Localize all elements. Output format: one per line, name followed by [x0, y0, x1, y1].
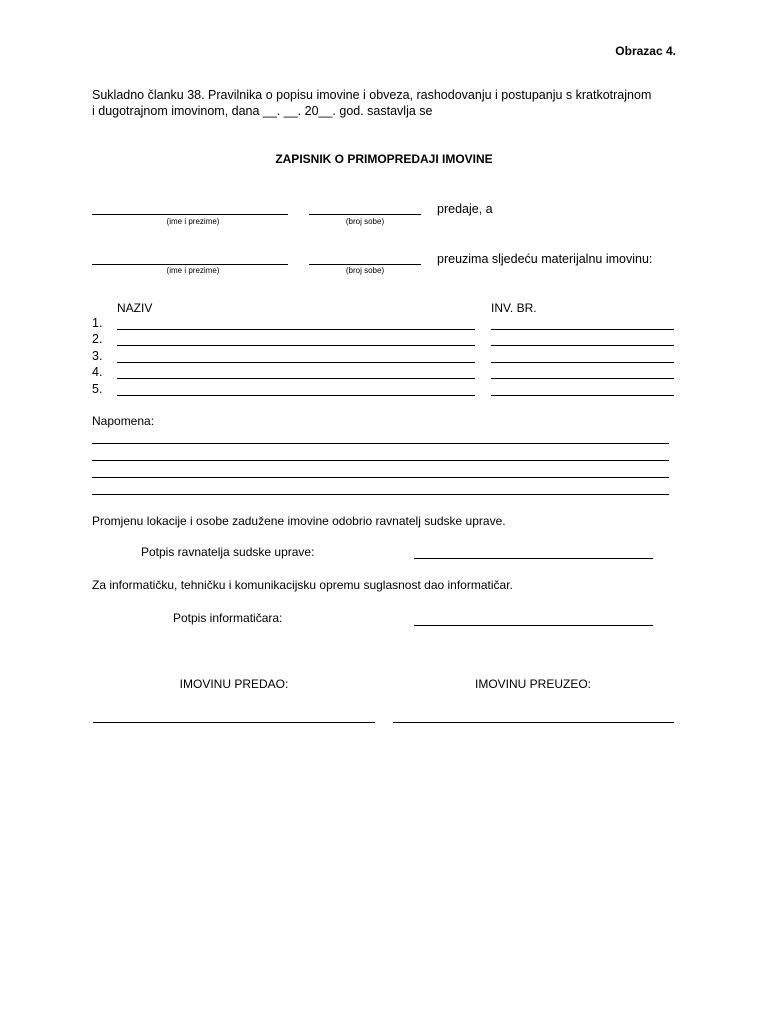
handover-room-line-2[interactable]	[309, 264, 421, 265]
it-approval-text: Za informatičku, tehničku i komunikacijsku opremu suglasnost dao informatičar.	[92, 578, 513, 592]
received-label: IMOVINU PREUZEO:	[474, 677, 591, 691]
handover-name-line-2[interactable]	[92, 264, 288, 265]
item-name-line-4[interactable]	[117, 378, 475, 379]
item-number-2: 2.	[92, 332, 103, 346]
item-number-3: 3.	[92, 349, 103, 363]
note-line-3[interactable]	[92, 477, 669, 478]
note-line-2[interactable]	[92, 460, 669, 461]
room-hint-1: (broj sobe)	[345, 217, 385, 226]
column-header-inv: INV. BR.	[491, 301, 537, 315]
handed-over-label: IMOVINU PREDAO:	[179, 677, 289, 691]
handover-name-line-1[interactable]	[92, 214, 288, 215]
item-number-4: 4.	[92, 365, 103, 379]
document-title: ZAPISNIK O PRIMOPREDAJI IMOVINE	[275, 152, 493, 166]
item-number-5: 5.	[92, 382, 103, 396]
item-number-1: 1.	[92, 316, 103, 330]
intro-line-2: i dugotrajnom imovinom, dana __. __. 20__. god. sastavlja se	[92, 104, 433, 118]
received-signature-line[interactable]	[393, 722, 674, 723]
location-approval-text: Promjenu lokacije i osobe zadužene imovine odobrio ravnatelj sudske uprave.	[92, 514, 506, 528]
item-inv-line-4[interactable]	[491, 378, 674, 379]
note-line-4[interactable]	[92, 494, 669, 495]
item-name-line-1[interactable]	[117, 329, 475, 330]
handover-row1-text: predaje, a	[437, 202, 493, 216]
handover-row2-text: preuzima sljedeću materijalnu imovinu:	[437, 252, 653, 266]
item-inv-line-1[interactable]	[491, 329, 674, 330]
item-inv-line-5[interactable]	[491, 395, 674, 396]
note-label: Napomena:	[92, 414, 155, 428]
item-name-line-2[interactable]	[117, 345, 475, 346]
form-number: Obrazac 4.	[615, 44, 676, 58]
item-name-line-5[interactable]	[117, 395, 475, 396]
director-signature-line[interactable]	[414, 558, 653, 559]
it-signature-line[interactable]	[414, 625, 653, 626]
handover-room-line-1[interactable]	[309, 214, 421, 215]
item-inv-line-3[interactable]	[491, 362, 674, 363]
name-hint-2: (ime i prezime)	[166, 266, 220, 275]
intro-line-1: Sukladno članku 38. Pravilnika o popisu imovine i obveza, rashodovanju i postupanju s kratkotrajnom	[92, 88, 652, 102]
note-line-1[interactable]	[92, 443, 669, 444]
column-header-name: NAZIV	[117, 301, 153, 315]
name-hint-1: (ime i prezime)	[166, 217, 220, 226]
it-signature-label: Potpis informatičara:	[173, 611, 283, 625]
director-signature-label: Potpis ravnatelja sudske uprave:	[141, 545, 315, 559]
item-inv-line-2[interactable]	[491, 345, 674, 346]
room-hint-2: (broj sobe)	[345, 266, 385, 275]
handed-over-signature-line[interactable]	[93, 722, 375, 723]
item-name-line-3[interactable]	[117, 362, 475, 363]
